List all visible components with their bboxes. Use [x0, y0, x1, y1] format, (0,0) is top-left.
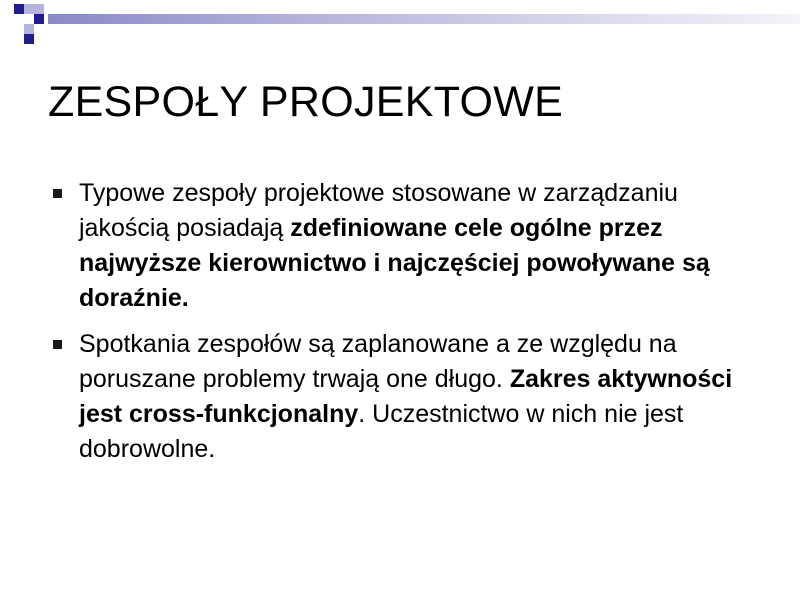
corner-square-dark — [24, 34, 34, 44]
bullet-list — [48, 176, 738, 478]
bullet-text-bold: zdefiniowane cele ogólne przez najwyższe kierownictwo i najczęściej powoływane są doraźnie. — [79, 214, 710, 312]
square-bullet-icon — [53, 189, 62, 198]
corner-square-light — [34, 4, 44, 14]
bullet-item — [48, 176, 738, 316]
corner-square-light — [24, 4, 34, 14]
corner-square-light — [24, 24, 34, 34]
corner-square-dark — [34, 14, 44, 24]
bullet-text-regular: Spotkania zespołów są zaplanowane a ze względu na poruszane problemy trwają one długo. — [79, 330, 677, 393]
square-bullet-icon — [53, 340, 62, 349]
bullet-text-regular: Typowe zespoły projektowe stosowane w zarządzaniu jakością posiadają — [79, 179, 678, 242]
slide-title: ZESPOŁY PROJEKTOWE — [48, 78, 564, 126]
bullet-text-regular: . Uczestnictwo w nich nie jest dobrowolne. — [79, 400, 684, 463]
header-gradient-strip — [48, 14, 800, 24]
bullet-text-bold: Zakres aktywności jest cross-funkcjonalny — [79, 365, 733, 428]
bullet-item — [48, 327, 738, 467]
corner-square-dark — [14, 4, 24, 14]
